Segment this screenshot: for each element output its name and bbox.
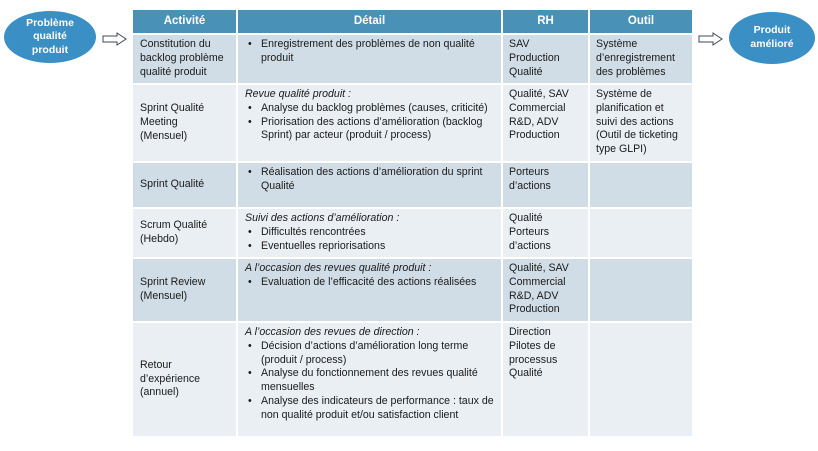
outil-cell <box>589 322 692 436</box>
detail-intro: A l’occasion des revues de direction : <box>245 326 420 338</box>
detail-intro: A l’occasion des revues qualité produit : <box>245 262 432 274</box>
detail-bullet: • Analyse du backlog problèmes (causes, criticité) <box>245 102 497 116</box>
detail-bullet: • Eventuelles repriorisations <box>245 240 497 254</box>
detail-cell <box>237 208 502 258</box>
detail-intro: Suivi des actions d’amélioration : <box>245 212 400 224</box>
outil-line: d’enregistrement <box>596 51 675 64</box>
rh-cell <box>502 162 589 208</box>
detail-bullet: • Analyse des indicateurs de performance : taux de non qualité produit et/ou satisfaction client <box>245 395 497 423</box>
outil-line: Système <box>596 38 638 50</box>
rh-cell <box>502 258 589 322</box>
activity-line: qualité produit <box>140 65 207 78</box>
detail-intro: Revue qualité produit : <box>245 88 352 100</box>
right-arrow-icon <box>102 32 128 46</box>
header-rh: RH <box>502 10 589 34</box>
detail-bullet-list <box>245 166 497 194</box>
rh-line: Production <box>509 51 560 64</box>
activity-line: (Hebdo) <box>140 233 179 245</box>
rh-line: Direction <box>509 326 551 338</box>
activity-cell <box>133 84 237 162</box>
outil-line: (Outil de ticketing <box>596 129 678 142</box>
detail-cell <box>237 322 502 436</box>
activity-line: Scrum Qualité <box>140 219 208 232</box>
outil-cell <box>589 258 692 322</box>
outil-cell <box>589 208 692 258</box>
rh-line: Commercial <box>509 275 566 288</box>
rh-line: processus <box>509 353 558 366</box>
activity-cell <box>133 208 237 258</box>
outil-line: Système de <box>596 88 652 100</box>
detail-bullet: • Difficultés rencontrées <box>245 226 497 240</box>
oval-text-line: amélioré <box>750 38 794 50</box>
header-outil: Outil <box>589 10 692 34</box>
activity-line: (Mensuel) <box>140 129 188 142</box>
table-row <box>133 258 692 322</box>
oval-text-line: Produit <box>753 24 791 37</box>
activity-line: Sprint Qualité <box>140 102 205 115</box>
rh-line: Porteurs <box>509 225 550 238</box>
activity-line: Meeting <box>140 116 178 129</box>
oval-text-line: qualité <box>33 30 67 43</box>
header-activite: Activité <box>133 10 237 34</box>
rh-line: Production <box>509 303 560 316</box>
rh-line: Qualité, SAV <box>509 88 569 100</box>
rh-line: Porteurs <box>509 166 550 178</box>
activity-line: (annuel) <box>140 386 179 399</box>
header-detail: Détail <box>237 10 502 34</box>
activity-cell <box>133 322 237 436</box>
outil-line: type GLPI) <box>596 143 647 156</box>
activity-line: Constitution du <box>140 38 211 51</box>
outil-cell <box>589 34 692 84</box>
rh-cell <box>502 208 589 258</box>
rh-line: d’actions <box>509 179 551 192</box>
rh-line: R&D, ADV <box>509 115 559 128</box>
rh-cell <box>502 34 589 84</box>
input-problem-oval <box>4 11 96 63</box>
detail-bullet: • Evaluation de l’efficacité des actions réalisées <box>245 276 497 290</box>
rh-line: SAV <box>509 38 530 50</box>
detail-bullet: • Priorisation des actions d’amélioration (backlog Sprint) par acteur (produit / process) <box>245 116 497 144</box>
rh-cell <box>502 84 589 162</box>
detail-bullet-list <box>245 276 497 290</box>
activity-line: (Mensuel) <box>140 290 188 302</box>
table-header-row <box>133 10 692 34</box>
activity-line: backlog problème <box>140 52 224 65</box>
oval-text-line: produit <box>31 43 69 56</box>
outil-line: suivi des actions <box>596 115 674 128</box>
table-row <box>133 34 692 84</box>
detail-bullet: • Analyse du fonctionnement des revues qualité mensuelles <box>245 367 497 395</box>
detail-cell <box>237 84 502 162</box>
detail-bullet-list <box>245 226 497 254</box>
detail-bullet: • Réalisation des actions d’amélioration du sprint Qualité <box>245 166 497 194</box>
detail-cell <box>237 162 502 208</box>
process-table <box>133 10 692 436</box>
activity-cell <box>133 162 237 208</box>
rh-line: Qualité <box>509 212 543 224</box>
outil-line: des problèmes <box>596 65 666 78</box>
rh-cell <box>502 322 589 436</box>
outil-cell <box>589 162 692 208</box>
activity-line: Sprint Qualité <box>140 178 205 191</box>
rh-line: Production <box>509 129 560 142</box>
table-row <box>133 84 692 162</box>
outil-cell <box>589 84 692 162</box>
rh-line: Pilotes de <box>509 339 556 352</box>
rh-line: Qualité <box>509 65 543 78</box>
detail-bullet: • Décision d’actions d’amélioration long terme (produit / process) <box>245 340 497 368</box>
activity-line: Sprint Review <box>140 276 206 289</box>
detail-cell <box>237 34 502 84</box>
rh-line: Qualité, SAV <box>509 262 569 274</box>
table-row <box>133 322 692 436</box>
oval-text-line: Problème <box>26 16 74 29</box>
right-arrow-icon <box>698 32 724 46</box>
activity-cell <box>133 258 237 322</box>
rh-line: R&D, ADV <box>509 289 559 302</box>
detail-bullet-list <box>245 102 497 143</box>
table-row <box>133 162 692 208</box>
activity-cell <box>133 34 237 84</box>
rh-line: d’actions <box>509 239 551 252</box>
table-row <box>133 208 692 258</box>
detail-bullet-list <box>245 38 497 66</box>
activity-line: d’expérience <box>140 372 201 385</box>
rh-line: Qualité <box>509 367 543 380</box>
activity-line: Retour <box>140 358 172 371</box>
rh-line: Commercial <box>509 101 566 114</box>
detail-bullet-list <box>245 340 497 423</box>
detail-cell <box>237 258 502 322</box>
outil-line: planification et <box>596 101 664 114</box>
detail-bullet: • Enregistrement des problèmes de non qualité produit <box>245 38 497 66</box>
output-product-oval <box>729 12 815 64</box>
